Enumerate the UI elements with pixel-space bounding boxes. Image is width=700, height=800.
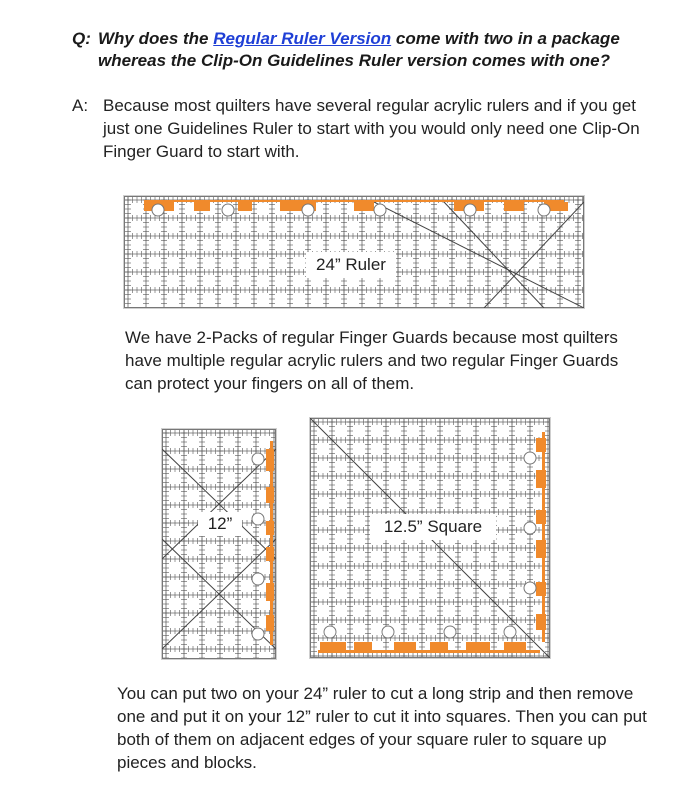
question-block	[72, 28, 692, 72]
answer-label: A:	[72, 96, 89, 115]
question-text-start: Why does the	[98, 29, 214, 48]
ruler-24-label: 24” Ruler	[306, 252, 396, 278]
ruler-12-grid	[162, 429, 276, 659]
ruler-12-label: 12”	[198, 512, 242, 536]
paragraph-two-packs: We have 2-Packs of regular Finger Guards because most quilters have multiple regular acrylic rulers and two regular Finger Guards can protect your fingers on all of them.	[125, 328, 619, 393]
ruler-square-label: 12.5” Square	[370, 514, 496, 540]
ruler-12-inch-image	[162, 429, 276, 659]
question-line-2: whereas the Clip-On Guidelines Ruler version comes with one?	[98, 51, 611, 70]
paragraph-usage: You can put two on your 24” ruler to cut a long strip and then remove one and put it on your 12” ruler to cut it into squares. Then you can put both of them on adjacent edges of your square ruler to square up pieces and blocks.	[117, 684, 647, 772]
answer-text: Because most quilters have several regular acrylic rulers and if you get just one Guidelines Ruler to start with you would only need one Clip-On Finger Guard to start with.	[103, 96, 640, 161]
regular-ruler-version-link[interactable]: Regular Ruler Version	[213, 29, 392, 48]
question-text-end: come with two in a package	[391, 29, 620, 48]
question-label: Q:	[72, 29, 91, 48]
